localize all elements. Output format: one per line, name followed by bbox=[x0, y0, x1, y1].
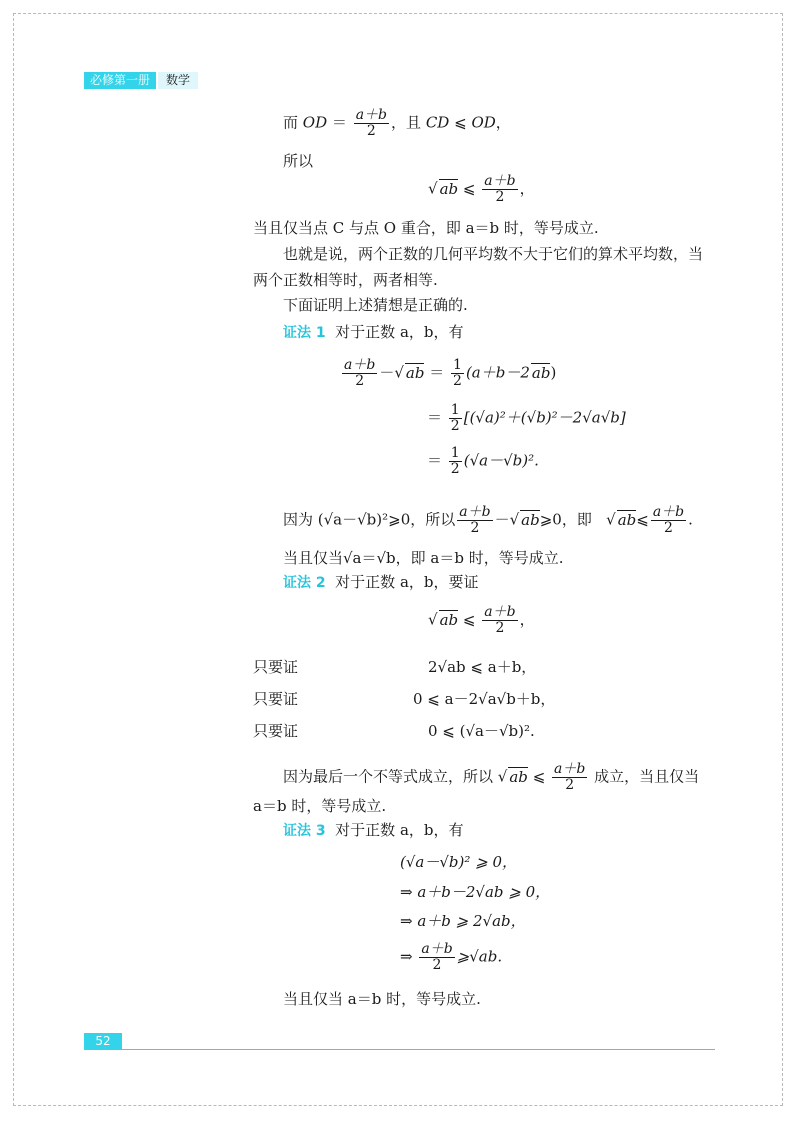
need-expr-3: 0 ⩽ (√a－√b)². bbox=[428, 722, 535, 740]
proof3-heading: 证法 3 对于正数 a，b，有 bbox=[283, 821, 464, 839]
proof2-because: 因为最后一个不等式成立，所以 √ ab ⩽ $\frac{a+b}{2}$ 成立，当且仅当 bbox=[283, 761, 700, 793]
proof1-equality: 当且仅当√a＝√b，即 a＝b 时，等号成立. bbox=[283, 549, 564, 567]
need-expr-2: 0 ⩽ a－2√a√b＋b， bbox=[413, 690, 556, 708]
proof3-step1: (√a－√b)² ⩾ 0， bbox=[400, 853, 518, 871]
line-so: 所以 bbox=[283, 152, 314, 170]
header-subject: 数学 bbox=[158, 72, 198, 89]
proof2-heading: 证法 2 对于正数 a，b，要证 bbox=[283, 573, 479, 591]
proof2-target: √ ab ⩽ $\frac{a+b}{2}$ ， bbox=[428, 604, 535, 636]
line-equality-condition: 当且仅当点 C 与点 O 重合，即 a＝b 时，等号成立. bbox=[253, 219, 599, 237]
inequality-main: √ ab ⩽ $\frac{a+b}{2}$ ， bbox=[428, 173, 535, 205]
proof2-equality: a＝b 时，等号成立. bbox=[253, 797, 387, 815]
proof1-eq1: $\frac{a+b}{2}$ －√ ab ＝ $\frac{1}{2}$ (a＋b－2 ab) bbox=[344, 357, 557, 389]
proof1-eq3: ＝ $\frac{1}{2}$ (√a－√b)². bbox=[427, 445, 539, 477]
page-number: 52 bbox=[84, 1033, 122, 1050]
need-label-3: 只要证 bbox=[253, 722, 299, 740]
line-explanation-2: 两个正数相等时，两者相等. bbox=[253, 271, 438, 289]
line-prove-intro: 下面证明上述猜想是正确的. bbox=[283, 296, 468, 314]
proof1-eq2: ＝ $\frac{1}{2}$ [(√a)²＋(√b)²－2√a√b] bbox=[427, 402, 626, 434]
footer-rule bbox=[84, 1049, 715, 1050]
need-label-2: 只要证 bbox=[253, 690, 299, 708]
fraction: $\frac{a+b}{2}$ bbox=[355, 107, 388, 139]
header-tag bbox=[84, 72, 198, 89]
header-book-title: 必修第一册 bbox=[84, 72, 156, 89]
proof1-heading: 证法 1 对于正数 a，b，有 bbox=[283, 323, 464, 341]
line-explanation-1: 也就是说，两个正数的几何平均数不大于它们的算术平均数，当 bbox=[283, 245, 704, 263]
proof3-equality: 当且仅当 a＝b 时，等号成立. bbox=[283, 990, 481, 1008]
proof3-label: 证法 3 bbox=[283, 823, 326, 839]
proof3-step3: ⇒ a＋b ⩾ 2√ab， bbox=[400, 912, 526, 930]
proof1-because: 因为 (√a－√b)²⩾0，所以 $\frac{a+b}{2}$ －√ ab⩾0，即 √ ab⩽ $\frac{a+b}{2}$ . bbox=[283, 504, 693, 536]
line-od: 而 OD ＝ $\frac{a+b}{2}$ ，且 CD ⩽ OD， bbox=[283, 107, 511, 139]
proof3-step4: ⇒ $\frac{a+b}{2}$ ⩾√ab. bbox=[400, 941, 503, 973]
proof3-step2: ⇒ a＋b－2√ab ⩾ 0， bbox=[400, 883, 551, 901]
proof2-label: 证法 2 bbox=[283, 575, 326, 591]
proof1-label: 证法 1 bbox=[283, 325, 326, 341]
need-expr-1: 2√ab ⩽ a＋b， bbox=[428, 658, 537, 676]
need-label-1: 只要证 bbox=[253, 658, 299, 676]
